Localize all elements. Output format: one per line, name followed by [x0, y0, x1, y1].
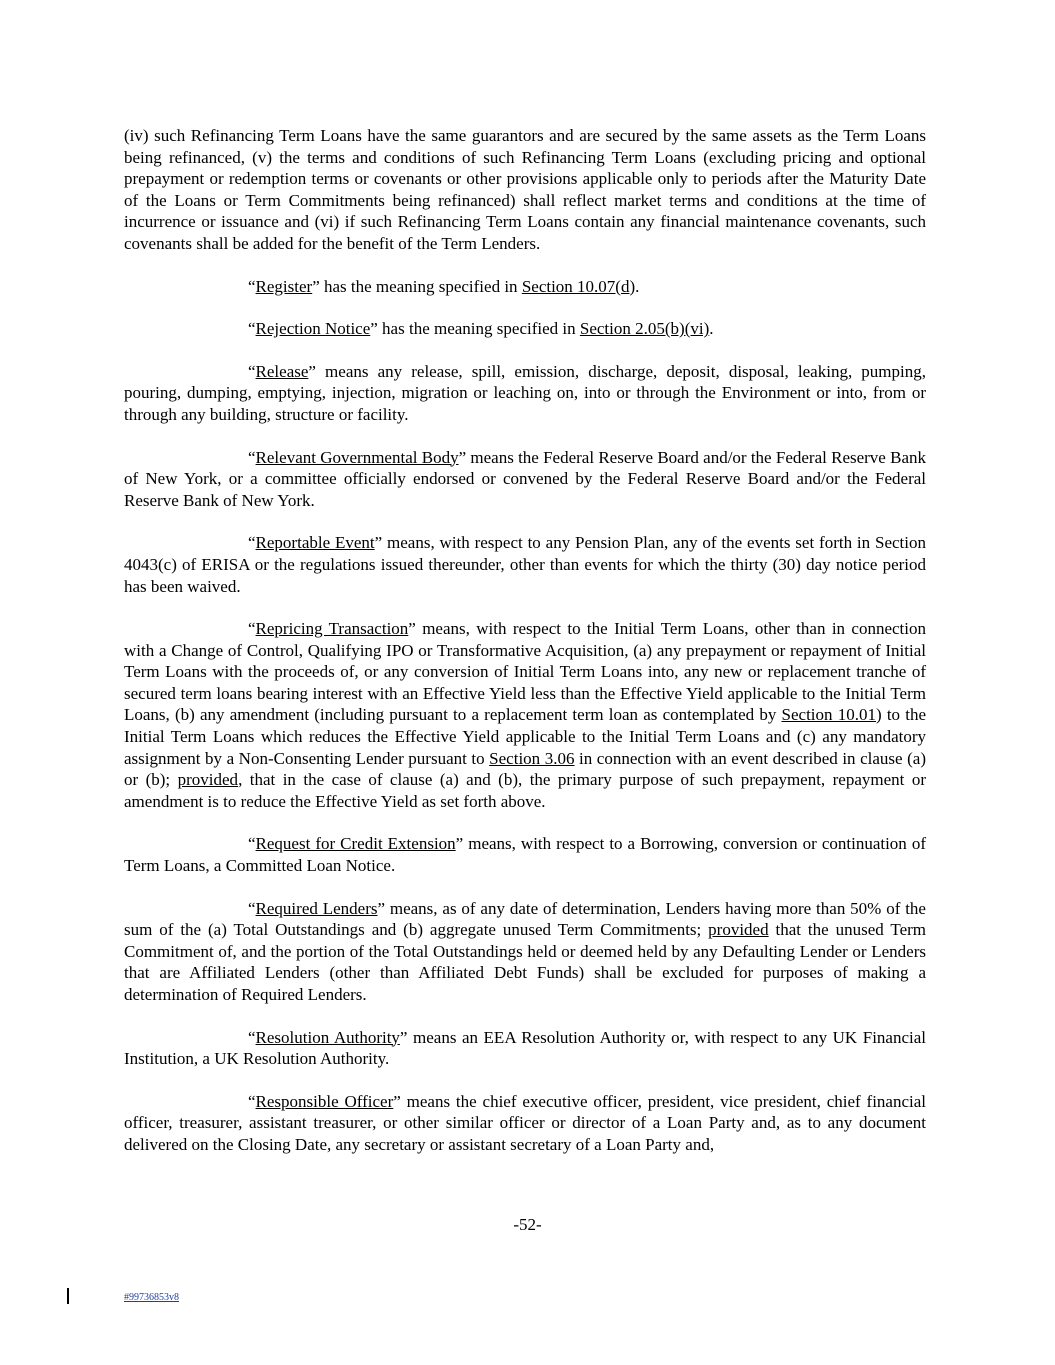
text-run: “ [248, 361, 256, 381]
underlined-reference: Section 3.06 [489, 748, 575, 768]
revision-change-bar [67, 1288, 69, 1304]
defined-term: Repricing Transaction [255, 619, 409, 639]
text-run: ” has the meaning specified in [370, 319, 580, 339]
text-run: in connection with an event described in clause (a) or (b); [124, 748, 926, 790]
text-run: ” means an EEA Resolution Authority or, with respect to any UK Financial Institution, a UK Resolution Authority. [124, 1027, 926, 1069]
text-run: “ [248, 447, 256, 467]
defined-term: Reportable Event [255, 533, 375, 553]
defined-term: Rejection Notice [255, 319, 371, 339]
definition-paragraph [124, 276, 926, 298]
definition-paragraph [124, 318, 926, 340]
text-run: , that in the case of clause (a) and (b), the primary purpose of such prepayment, repayment or amendment is to reduce the Effective Yield as set forth above. [124, 770, 926, 811]
definition-paragraph [124, 1091, 926, 1156]
text-run: “ [248, 319, 256, 339]
text-run: ” has the meaning specified in [312, 276, 522, 296]
definition-paragraph [124, 361, 926, 426]
document-body [124, 125, 926, 1177]
text-run: “ [248, 1027, 256, 1047]
definition-paragraph [124, 532, 926, 597]
definition-paragraph [124, 833, 926, 876]
text-run: “ [248, 533, 256, 553]
text-run: . [635, 276, 640, 296]
text-run: ” means any release, spill, emission, discharge, deposit, disposal, leaking, pumping, pouring, dumping, emptying, injection, migration or leaching on, into or through the Environment or into, from or through any building, structure or facility. [124, 361, 926, 424]
text-run: “ [248, 834, 256, 854]
text-run: “ [248, 1091, 256, 1111]
text-run: “ [248, 619, 256, 639]
document-reference-link[interactable]: #99736853v8 [124, 1292, 179, 1303]
defined-term: Request for Credit Extension [255, 834, 456, 854]
text-run: ” means the chief executive officer, president, vice president, chief financial officer, treasurer, assistant treasurer, or other similar officer or director of a Loan Party and, as to any document delivered on the Closing Date, any secretary or assistant secretary of a Loan Party and, [124, 1091, 926, 1154]
text-run: ” means, with respect to any Pension Plan, any of the events set forth in Section 4043(c) of ERISA or the regulations issued thereunder, other than events for which the thirty (30) day notice period has been waived. [124, 533, 926, 596]
text-run: “ [248, 276, 256, 296]
text-run: (iv) such Refinancing Term Loans have the same guarantors and are secured by the same assets as the Term Loans being refinanced, (v) the terms and conditions of such Refinancing Term Loans (excluding pricing and optional prepayment or redemption terms or covenants or other provisions applicable only to periods after the Maturity Date of the Loans or Term Commitments being refinanced) shall reflect market terms and conditions at the time of incurrence or issuance and (vi) if such Refinancing Term Loans contain any financial maintenance covenants, such covenants shall be added for the benefit of the Term Lenders. [124, 126, 926, 253]
underlined-reference: Section 2.05(b)(vi) [579, 319, 710, 339]
text-run: ” means, with respect to the Initial Term Loans, other than in connection with a Change of Control, Qualifying IPO or Transformative Acquisition, (a) any prepayment or repayment of Initial Term Loans with the proceeds of, or any conversion of Initial Term Loans into, any new or replacement tranche of secured term loans bearing interest with an Effective Yield less than the Effective Yield applicable to the Initial Term Loans, (b) any amendment (including pursuant to a replacement term loan as contemplated by [124, 619, 926, 725]
defined-term: Required Lenders [255, 898, 378, 918]
text-run: . [709, 319, 714, 339]
definition-paragraph [124, 447, 926, 512]
definition-paragraph [124, 618, 926, 812]
definition-paragraph [124, 898, 926, 1006]
text-run: ” means, with respect to a Borrowing, conversion or continuation of Term Loans, a Committed Loan Notice. [124, 834, 926, 876]
text-run: “ [248, 898, 256, 918]
underlined-reference: Section 10.07(d) [521, 276, 636, 296]
text-run: that the unused Term Commitment of, and the portion of the Total Outstandings held or deemed held by any Defaulting Lender or Lenders that are Affiliated Lenders (other than Affiliated Debt Funds) shall be excluded for purposes of making a determination of Required Lenders. [124, 920, 926, 1004]
defined-term: Release [255, 361, 309, 381]
defined-term: Relevant Governmental Body [255, 447, 459, 467]
defined-term: Responsible Officer [255, 1091, 394, 1111]
continuation-paragraph [124, 125, 926, 255]
definition-paragraph [124, 1027, 926, 1070]
defined-term: Resolution Authority [255, 1027, 400, 1047]
text-run: ) to the Initial Term Loans which reduces the Effective Yield applicable to the Initial Term Loans and (c) any mandatory assignment by a Non-Consenting Lender pursuant to [124, 705, 927, 768]
underlined-reference: provided [177, 770, 239, 790]
defined-term: Register [255, 276, 313, 296]
text-run: ” means, as of any date of determination, Lenders having more than 50% of the sum of the (a) Total Outstandings and (b) aggregate unused Term Commitments; [124, 898, 926, 940]
underlined-reference: Section 10.01 [781, 705, 876, 725]
underlined-reference: provided [708, 920, 769, 940]
page-number: -52- [513, 1215, 542, 1234]
text-run: ” means the Federal Reserve Board and/or the Federal Reserve Bank of New York, or a committee officially endorsed or convened by the Federal Reserve Board and/or the Federal Reserve Bank of New York. [124, 447, 926, 510]
